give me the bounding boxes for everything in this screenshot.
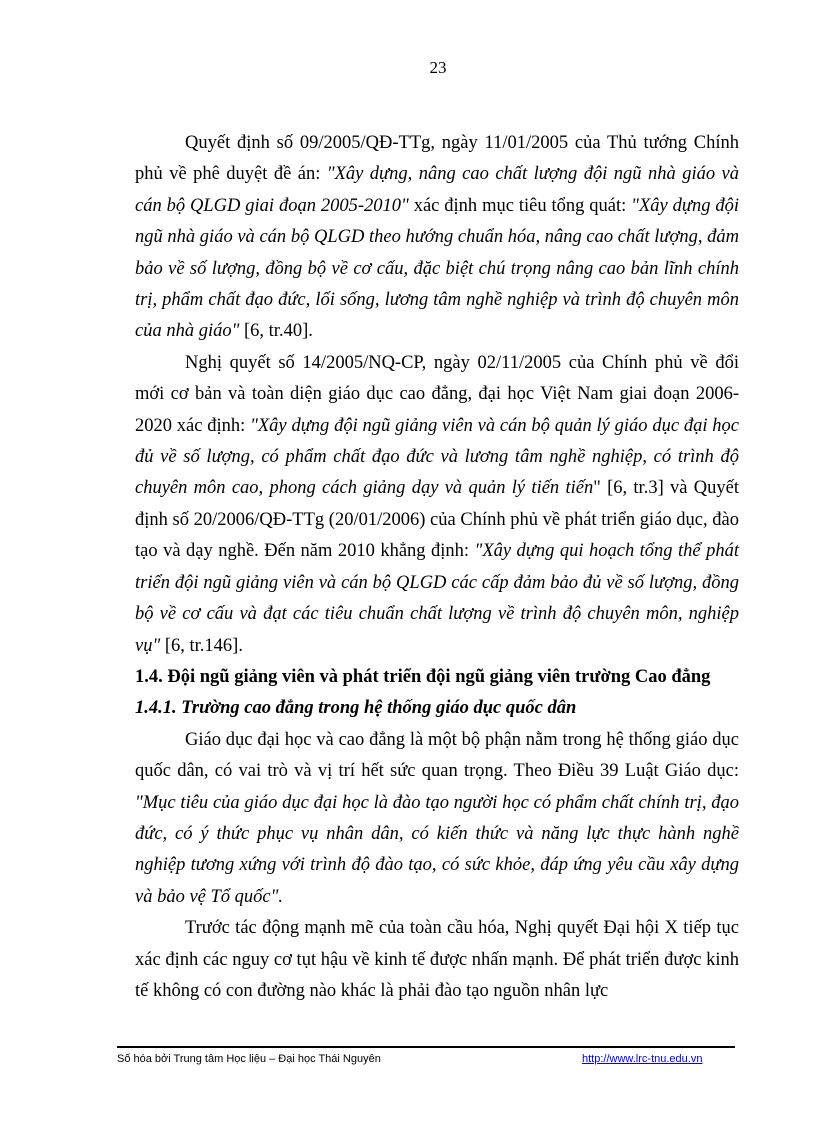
quote: "Xây dựng, nâng cao chất lượng đội ngũ nhà giáo và cán bộ QLGD giai đoạn 2005-2010"	[135, 164, 739, 216]
text-run: xác định mục tiêu tổng quát:	[408, 195, 632, 216]
citation: [6, tr.146].	[160, 635, 243, 656]
paragraph-decision-09	[135, 128, 739, 348]
section-heading-1-4: 1.4. Đội ngũ giảng viên và phát triển đội ngũ giảng viên trường Cao đẳng	[135, 666, 711, 687]
subsection-heading-1-4-1: 1.4.1. Trường cao đẳng trong hệ thống giáo dục quốc dân	[135, 698, 577, 719]
footer-credit: Số hóa bởi Trung tâm Học liệu – Đại học Thái Nguyên	[117, 1053, 381, 1065]
citation: [6, tr.40].	[239, 321, 313, 342]
quote: "Xây dựng đội ngũ nhà giáo và cán bộ QLGD theo hướng chuẩn hóa, nâng cao chất lượng, đảm bảo về số lượng, đồng bộ về cơ cấu, đặc biệt chú trọng nâng cao bản lĩnh chính trị, phẩm chất đạo đức, lối sống, lương tâm nghề nghiệp và trình độ chuyên môn của nhà giáo"	[135, 195, 739, 342]
quote: "Xây dựng đội ngũ giảng viên và cán bộ quản lý giáo dục đại học đủ về số lượng, có phẩm chất đạo đức và lương tâm nghề nghiệp, có trình độ chuyên môn cao, phong cách giảng dạy và quản lý tiến tiến	[135, 415, 739, 499]
text-run: " [6, tr.3] và Quyết định số 20/2006/QĐ-TTg (20/01/2006) của Chính phủ về phát triển giáo dục, đào tạo và dạy nghề. Đến năm 2010 khẳng định:	[135, 478, 739, 562]
paragraph-globalization: Trước tác động mạnh mẽ của toàn cầu hóa, Nghị quyết Đại hội X tiếp tục xác định các nguy cơ tụt hậu về kinh tế được nhấn mạnh. Để phát triển được kinh tế không có con đường nào khác là phải đào tạo nguồn nhân lực	[135, 918, 739, 1001]
page-number: 23	[429, 58, 447, 77]
quote: "Xây dựng qui hoạch tổng thể phát triển đội ngũ giảng viên và cán bộ QLGD các cấp đảm bảo đủ về số lượng, đồng bộ về cơ cấu và đạt các tiêu chuẩn chất lượng về trình độ chuyên môn, nghiệp vụ"	[135, 541, 739, 656]
paragraph-higher-education	[135, 725, 739, 913]
text-run: Giáo dục đại học và cao đẳng là một bộ phận nằm trong hệ thống giáo dục quốc dân, có vai trò và vị trí hết sức quan trọng. Theo Điều 39 Luật Giáo dục:	[135, 729, 739, 782]
footer-link[interactable]: http://www.lrc-tnu.edu.vn	[582, 1053, 703, 1065]
text-run: Nghị quyết số 14/2005/NQ-CP, ngày 02/11/2005 của Chính phủ về đổi mới cơ bản và toàn diện giáo dục cao đẳng, đại học Việt Nam giai đoạn 2006-2020 xác định:	[135, 352, 739, 436]
quote: "Mục tiêu của giáo dục đại học là đào tạo người học có phẩm chất chính trị, đạo đức, có ý thức phục vụ nhân dân, có kiến thức và năng lực thực hành nghề nghiệp tương xứng với trình độ đào tạo, có sức khỏe, đáp ứng yêu cầu xây dựng và bảo vệ Tổ quốc".	[135, 792, 739, 907]
paragraph-resolution-14	[135, 348, 739, 662]
footer-divider	[117, 1046, 735, 1048]
document-body	[135, 128, 739, 1007]
text-run: Quyết định số 09/2005/QĐ-TTg, ngày 11/01/2005 của Thủ tướng Chính phủ về phê duyệt đề án:	[135, 133, 739, 185]
